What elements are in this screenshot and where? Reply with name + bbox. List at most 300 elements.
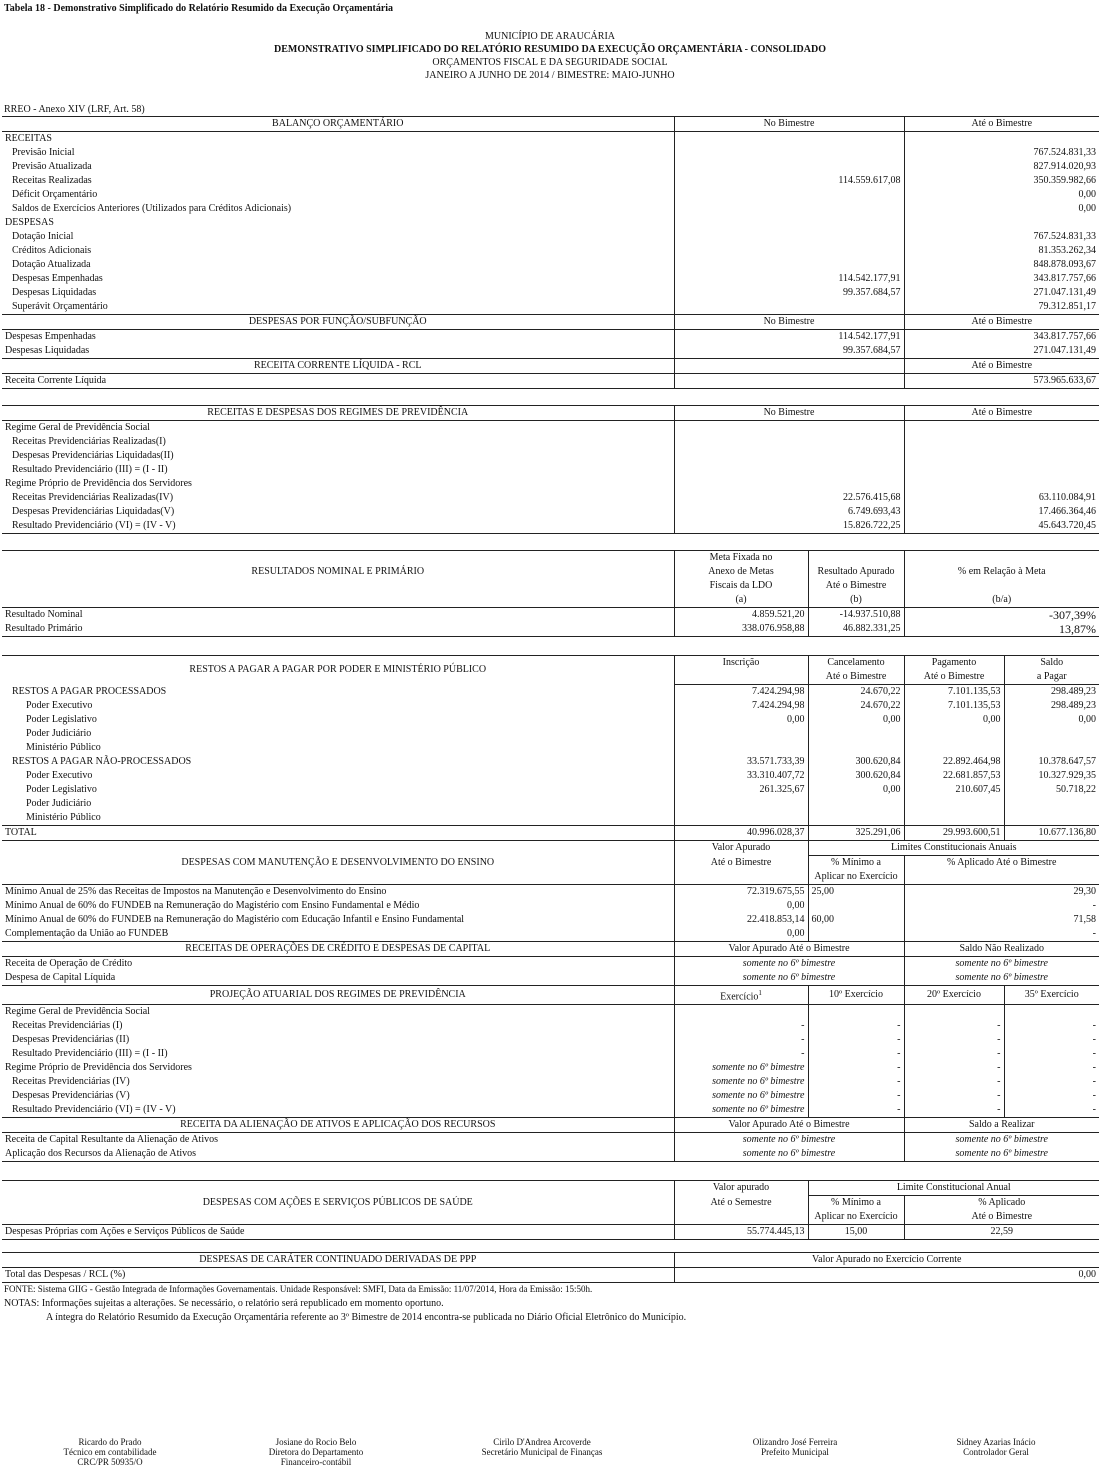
table-row bbox=[2, 797, 1099, 811]
meta-header-2: Anexo de Metas bbox=[674, 565, 808, 579]
signature-name: Ricardo do Prado bbox=[78, 1437, 142, 1447]
row-label: Receitas Previdenciárias Realizadas(IV) bbox=[12, 492, 174, 503]
table-row bbox=[2, 1089, 1099, 1103]
saude-limite-header: Limite Constitucional Anual bbox=[808, 1181, 1099, 1196]
value-inscricao: 7.424.294,98 bbox=[674, 699, 808, 713]
projecao-col-35: 35º Exercício bbox=[1004, 986, 1099, 1005]
value-apurado: somente no 6º bimestre bbox=[674, 971, 904, 986]
value-pagamento bbox=[904, 797, 1004, 811]
credito-col-2: Saldo Não Realizado bbox=[904, 942, 1099, 957]
table-row bbox=[2, 856, 1099, 871]
table-row bbox=[2, 230, 1099, 244]
rcl-header: RECEITA CORRENTE LÍQUIDA - RCL bbox=[2, 359, 674, 374]
value-20: - bbox=[904, 1033, 1004, 1047]
value-no-bimestre: 15.826.722,25 bbox=[674, 519, 904, 534]
value-saldo: somente no 6º bimestre bbox=[904, 1147, 1099, 1162]
rcl-empty-cell bbox=[674, 374, 904, 389]
value-no-bimestre bbox=[674, 216, 904, 230]
row-label: Poder Executivo bbox=[26, 700, 93, 711]
value-ate-bimestre: 343.817.757,66 bbox=[904, 272, 1099, 286]
signature-role: Prefeito Municipal bbox=[761, 1447, 829, 1457]
table-row bbox=[2, 769, 1099, 783]
value-no-bimestre: 6.749.693,43 bbox=[674, 505, 904, 519]
value-no-bimestre: 114.559.617,08 bbox=[674, 174, 904, 188]
value-exercicio: somente no 6º bimestre bbox=[674, 1075, 808, 1089]
signature-name: Olizandro José Ferreira bbox=[752, 1437, 838, 1447]
ppp-header: DESPESAS DE CARÁTER CONTINUADO DERIVADAS DE PPP bbox=[2, 1253, 674, 1268]
value-35: - bbox=[1004, 1061, 1099, 1075]
value-cancelamento: 24.670,22 bbox=[808, 685, 904, 700]
row-label: Despesas Previdenciárias Liquidadas(V) bbox=[12, 506, 175, 517]
row-label: Mínimo Anual de 25% das Receitas de Impostos na Manutenção e Desenvolvimento do Ensino bbox=[5, 886, 387, 897]
row-label: Mínimo Anual de 60% do FUNDEB na Remuneração do Magistério com Ensino Fundamental e Médio bbox=[5, 900, 420, 911]
value-exercicio: - bbox=[674, 1047, 808, 1061]
signature-role: Secretário Municipal de Finanças bbox=[481, 1447, 603, 1457]
table-row bbox=[2, 713, 1099, 727]
value-no-bimestre bbox=[674, 477, 904, 491]
ensino-min-header-1: % Mínimo a bbox=[808, 856, 904, 871]
value-35: - bbox=[1004, 1019, 1099, 1033]
table-row bbox=[2, 359, 1099, 374]
value-exercicio: - bbox=[674, 1033, 808, 1047]
res-header-2: Até o Bimestre bbox=[808, 579, 904, 593]
table-row bbox=[2, 160, 1099, 174]
value-pagamento: 7.101.135,53 bbox=[904, 699, 1004, 713]
row-label: Regime Próprio de Previdência dos Servidores bbox=[5, 478, 192, 489]
value-saldo bbox=[1004, 811, 1099, 826]
value-20: - bbox=[904, 1061, 1004, 1075]
signature-name: Sidney Azarias Inácio bbox=[956, 1437, 1036, 1447]
value-ate-bimestre: 827.914.020,93 bbox=[904, 160, 1099, 174]
row-label: Resultado Nominal bbox=[5, 609, 83, 620]
value-exercicio: - bbox=[674, 1019, 808, 1033]
value-20: - bbox=[904, 1047, 1004, 1061]
row-label: Saldos de Exercícios Anteriores (Utilizados para Créditos Adicionais) bbox=[12, 203, 292, 214]
table-row bbox=[2, 699, 1099, 713]
value-resultado: 46.882.331,25 bbox=[808, 622, 904, 637]
value-apurado: 0,00 bbox=[674, 927, 808, 942]
saude-row-apl: 22,59 bbox=[904, 1225, 1099, 1240]
value-no-bimestre bbox=[674, 300, 904, 315]
previdencia-header: RECEITAS E DESPESAS DOS REGIMES DE PREVIDÊNCIA bbox=[2, 406, 674, 421]
signature-role-2: CRC/PR 50935/O bbox=[77, 1457, 143, 1467]
table-row bbox=[2, 957, 1099, 972]
row-label: Despesa de Capital Líquida bbox=[2, 971, 674, 986]
row-label: Créditos Adicionais bbox=[12, 245, 92, 256]
report-subtitle: ORÇAMENTOS FISCAL E DA SEGURIDADE SOCIAL bbox=[432, 57, 668, 68]
table-row bbox=[2, 174, 1099, 188]
value-apurado: somente no 6º bimestre bbox=[674, 1133, 904, 1148]
table-row bbox=[2, 841, 1099, 856]
value-20 bbox=[904, 1005, 1004, 1020]
table-row bbox=[2, 244, 1099, 258]
projecao-col-exercicio-note: 1 bbox=[758, 989, 762, 997]
value-exercicio bbox=[674, 1005, 808, 1020]
col-ate-bimestre: Até o Bimestre bbox=[904, 406, 1099, 421]
value-no-bimestre bbox=[674, 244, 904, 258]
saude-apl-header-2: Até o Bimestre bbox=[904, 1210, 1099, 1225]
value-no-bimestre bbox=[674, 258, 904, 272]
table-row bbox=[2, 913, 1099, 927]
value-cancelamento: 0,00 bbox=[808, 713, 904, 727]
signature-name: Josiane do Rocio Belo bbox=[275, 1437, 357, 1447]
value-no-bimestre bbox=[674, 230, 904, 244]
value-resultado: -14.937.510,88 bbox=[808, 608, 904, 623]
table-row bbox=[2, 1133, 1099, 1148]
ensino-apl-header: % Aplicado Até o Bimestre bbox=[904, 856, 1099, 871]
signature-block bbox=[896, 1437, 1096, 1457]
row-label: Despesas Empenhadas bbox=[5, 331, 96, 342]
value-apurado: somente no 6º bimestre bbox=[674, 1147, 904, 1162]
value-35: - bbox=[1004, 1089, 1099, 1103]
table-row bbox=[2, 330, 1099, 345]
saude-header: DESPESAS COM AÇÕES E SERVIÇOS PÚBLICOS DE SAÚDE bbox=[202, 1196, 473, 1208]
col-inscricao: Inscrição bbox=[674, 656, 808, 671]
row-label: Déficit Orçamentário bbox=[12, 189, 98, 200]
value-pagamento: 22.681.857,53 bbox=[904, 769, 1004, 783]
table-row bbox=[2, 811, 1099, 826]
value-saldo bbox=[1004, 741, 1099, 755]
signature-block bbox=[216, 1437, 416, 1467]
row-label: Receitas Previdenciárias (IV) bbox=[12, 1076, 130, 1088]
alienacao-header: RECEITA DA ALIENAÇÃO DE ATIVOS E APLICAÇÃO DOS RECURSOS bbox=[2, 1118, 674, 1133]
ensino-blank bbox=[674, 870, 808, 885]
value-exercicio: somente no 6º bimestre bbox=[674, 1089, 808, 1103]
saude-min-header-2: Aplicar no Exercício bbox=[808, 1210, 904, 1225]
ppp-row-value: 0,00 bbox=[674, 1268, 1099, 1283]
value-apurado: 22.418.853,14 bbox=[674, 913, 808, 927]
value-inscricao: 33.571.733,39 bbox=[674, 755, 808, 769]
value-no-bimestre bbox=[674, 188, 904, 202]
row-label: Receita de Operação de Crédito bbox=[5, 958, 133, 969]
row-label: Poder Judiciário bbox=[26, 728, 92, 739]
value-ate-bimestre: 271.047.131,49 bbox=[904, 286, 1099, 300]
row-label: Previsão Atualizada bbox=[12, 161, 92, 172]
credito-col-1: Valor Apurado Até o Bimestre bbox=[674, 942, 904, 957]
value-aplicado: 29,30 bbox=[904, 885, 1099, 900]
saude-apl-header-1: % Aplicado bbox=[904, 1196, 1099, 1211]
row-label: Despesas Liquidadas bbox=[2, 344, 674, 359]
table-row bbox=[2, 435, 1099, 449]
value-saldo: 50.718,22 bbox=[1004, 783, 1099, 797]
notes-2: A íntegra do Relatório Resumido da Execução Orçamentária referente ao 3º Bimestre de 2014 encontra-se publicada no Diário Oficial Eletrônico do Município. bbox=[46, 1312, 687, 1323]
projecao-col-exercicio-label: Exercício bbox=[720, 991, 759, 1003]
value-pagamento: 210.607,45 bbox=[904, 783, 1004, 797]
table-row bbox=[2, 188, 1099, 202]
value-ate-bimestre bbox=[904, 132, 1099, 147]
total-saldo: 10.677.136,80 bbox=[1004, 826, 1099, 841]
value-saldo: 298.489,23 bbox=[1004, 699, 1099, 713]
resultados-table bbox=[2, 550, 1099, 637]
table-row bbox=[2, 344, 1099, 359]
value-meta: 4.859.521,20 bbox=[674, 608, 808, 623]
projecao-header: PROJEÇÃO ATUARIAL DOS REGIMES DE PREVIDÊNCIA bbox=[2, 986, 674, 1005]
row-label: Regime Próprio de Previdência dos Servidores bbox=[5, 1062, 192, 1074]
row-label: Despesas Empenhadas bbox=[12, 273, 103, 284]
table-row bbox=[2, 202, 1099, 216]
value-exercicio: somente no 6º bimestre bbox=[674, 1061, 808, 1075]
table-row bbox=[2, 300, 1099, 315]
saude-min-header-1: % Mínimo a bbox=[808, 1196, 904, 1211]
row-label: Regime Geral de Previdência Social bbox=[5, 1006, 150, 1018]
report-period: JANEIRO A JUNHO DE 2014 / BIMESTRE: MAIO-JUNHO bbox=[425, 70, 675, 81]
value-saldo: somente no 6º bimestre bbox=[904, 971, 1099, 986]
row-label: Resultado Primário bbox=[2, 622, 674, 637]
value-saldo: 0,00 bbox=[1004, 713, 1099, 727]
ensino-valor-header-1: Valor Apurado bbox=[674, 841, 808, 856]
col-cancelamento: Cancelamento bbox=[808, 656, 904, 671]
value-ate-bimestre: 17.466.364,46 bbox=[904, 505, 1099, 519]
col-ate-bimestre: Até o Bimestre bbox=[904, 359, 1099, 374]
value-35 bbox=[1004, 1005, 1099, 1020]
value-aplicado: - bbox=[904, 899, 1099, 913]
value-no-bimestre: 22.576.415,68 bbox=[674, 491, 904, 505]
value-inscricao: 0,00 bbox=[674, 713, 808, 727]
value-pagamento: 7.101.135,53 bbox=[904, 685, 1004, 700]
col-pagamento-2: Até o Bimestre bbox=[904, 670, 1004, 685]
value-ate-bimestre: 0,00 bbox=[904, 202, 1099, 216]
signature-role-2: Financeiro-contábil bbox=[280, 1457, 352, 1467]
signature-block bbox=[695, 1437, 895, 1457]
ensino-header: DESPESAS COM MANUTENÇÃO E DESENVOLVIMENTO DO ENSINO bbox=[181, 856, 495, 868]
table-row bbox=[2, 519, 1099, 534]
total-label: TOTAL bbox=[2, 826, 674, 841]
table-row bbox=[2, 870, 1099, 885]
col-cancelamento-2: Até o Bimestre bbox=[808, 670, 904, 685]
value-cancelamento bbox=[808, 727, 904, 741]
value-no-bimestre bbox=[674, 421, 904, 436]
col-no-bimestre: No Bimestre bbox=[674, 315, 904, 330]
value-percent: 13,87% bbox=[904, 622, 1099, 637]
balanco-table bbox=[2, 116, 1099, 389]
meta-header-3: Fiscais da LDO bbox=[674, 579, 808, 593]
table-row bbox=[2, 374, 1099, 389]
value-no-bimestre: 99.357.684,57 bbox=[674, 344, 904, 359]
value-no-bimestre: 114.542.177,91 bbox=[674, 272, 904, 286]
row-label: Receitas Previdenciárias Realizadas(I) bbox=[12, 436, 166, 447]
annex-reference: RREO - Anexo XIV (LRF, Art. 58) bbox=[4, 104, 145, 115]
value-10: - bbox=[808, 1047, 904, 1061]
row-label: RESTOS A PAGAR PROCESSADOS bbox=[12, 685, 167, 697]
value-pagamento: 0,00 bbox=[904, 713, 1004, 727]
value-no-bimestre bbox=[674, 160, 904, 174]
value-inscricao bbox=[674, 811, 808, 826]
row-label: DESPESAS bbox=[5, 217, 54, 228]
value-35: - bbox=[1004, 1075, 1099, 1089]
value-10: - bbox=[808, 1089, 904, 1103]
value-no-bimestre bbox=[674, 449, 904, 463]
value-cancelamento bbox=[808, 797, 904, 811]
value-10: - bbox=[808, 1019, 904, 1033]
value-35: - bbox=[1004, 1103, 1099, 1118]
row-label: Dotação Atualizada bbox=[12, 259, 91, 270]
table-row bbox=[2, 258, 1099, 272]
row-label: Resultado Previdenciário (III) = (I - II) bbox=[12, 1048, 168, 1060]
table-row bbox=[2, 477, 1099, 491]
table-row bbox=[2, 1019, 1099, 1033]
ensino-blank bbox=[904, 870, 1099, 885]
table-row bbox=[2, 449, 1099, 463]
row-label: Ministério Público bbox=[26, 742, 101, 753]
meta-header-4: (a) bbox=[674, 593, 808, 608]
value-meta: 338.076.958,88 bbox=[674, 622, 808, 637]
restos-header: RESTOS A PAGAR A PAGAR POR PODER E MINISTÉRIO PÚBLICO bbox=[2, 656, 674, 685]
table-row bbox=[2, 132, 1099, 147]
table-row bbox=[2, 272, 1099, 286]
row-label: Receitas Realizadas bbox=[12, 175, 92, 186]
row-label: Receita de Capital Resultante da Alienação de Ativos bbox=[5, 1134, 218, 1146]
table-row bbox=[2, 216, 1099, 230]
row-label: Despesas Liquidadas bbox=[12, 287, 97, 298]
table-row bbox=[2, 463, 1099, 477]
alienacao-col-2: Saldo a Realizar bbox=[904, 1118, 1099, 1133]
value-saldo bbox=[1004, 727, 1099, 741]
value-minimo bbox=[808, 927, 904, 942]
saude-valor-header-2: Até o Semestre bbox=[674, 1196, 808, 1211]
value-minimo: 60,00 bbox=[808, 913, 904, 927]
signature-role: Técnico em contabilidade bbox=[63, 1447, 157, 1457]
signature-role: Controlador Geral bbox=[963, 1447, 1029, 1457]
value-ate-bimestre: 63.110.084,91 bbox=[904, 491, 1099, 505]
value-inscricao: 33.310.407,72 bbox=[674, 769, 808, 783]
res-header-3: (b) bbox=[808, 593, 904, 608]
value-ate-bimestre bbox=[904, 435, 1099, 449]
value-10: - bbox=[808, 1103, 904, 1118]
table-row bbox=[2, 927, 1099, 942]
value-35: - bbox=[1004, 1033, 1099, 1047]
value-pagamento: 22.892.464,98 bbox=[904, 755, 1004, 769]
value-ate-bimestre bbox=[904, 449, 1099, 463]
total-cancelamento: 325.291,06 bbox=[808, 826, 904, 841]
table-row bbox=[2, 286, 1099, 300]
row-label: Superávit Orçamentário bbox=[2, 300, 674, 315]
value-ate-bimestre: 0,00 bbox=[904, 188, 1099, 202]
col-pagamento: Pagamento bbox=[904, 656, 1004, 671]
table-row bbox=[2, 971, 1099, 986]
value-20: - bbox=[904, 1103, 1004, 1118]
row-label: Despesas Previdenciárias (V) bbox=[12, 1090, 130, 1102]
value-ate-bimestre: 45.643.720,45 bbox=[904, 519, 1099, 534]
signature-role: Diretora do Departamento bbox=[268, 1447, 364, 1457]
saude-row-min: 15,00 bbox=[808, 1225, 904, 1240]
res-header-1: Resultado Apurado bbox=[808, 565, 904, 579]
row-label: RESTOS A PAGAR NÃO-PROCESSADOS bbox=[12, 756, 192, 767]
ensino-min-header-2: Aplicar no Exercício bbox=[808, 870, 904, 885]
table-row bbox=[2, 1103, 1099, 1118]
row-label: Aplicação dos Recursos da Alienação de Ativos bbox=[2, 1147, 674, 1162]
value-no-bimestre bbox=[674, 146, 904, 160]
value-no-bimestre: 114.542.177,91 bbox=[674, 330, 904, 345]
table-row bbox=[2, 727, 1099, 741]
value-no-bimestre bbox=[674, 132, 904, 147]
balanco-header: BALANÇO ORÇAMENTÁRIO bbox=[2, 117, 674, 132]
table-row bbox=[2, 826, 1099, 841]
col-no-bimestre: No Bimestre bbox=[674, 117, 904, 132]
value-inscricao bbox=[674, 727, 808, 741]
ppp-col-header: Valor Apurado no Exercício Corrente bbox=[674, 1253, 1099, 1268]
meta-header-1: Meta Fixada no bbox=[674, 551, 808, 566]
value-ate-bimestre: 271.047.131,49 bbox=[904, 344, 1099, 359]
table-row bbox=[2, 885, 1099, 900]
col-saldo-2: a Pagar bbox=[1004, 670, 1099, 685]
row-label: Poder Judiciário bbox=[26, 798, 92, 809]
value-saldo bbox=[1004, 797, 1099, 811]
value-20: - bbox=[904, 1019, 1004, 1033]
col-saldo: Saldo bbox=[1004, 656, 1099, 671]
value-ate-bimestre: 79.312.851,17 bbox=[904, 300, 1099, 315]
value-exercicio: somente no 6º bimestre bbox=[674, 1103, 808, 1118]
row-label: Resultado Previdenciário (VI) = (IV - V) bbox=[2, 1103, 674, 1118]
value-apurado: 0,00 bbox=[674, 899, 808, 913]
ensino-valor-header-2: Até o Bimestre bbox=[674, 856, 808, 871]
row-label: Regime Geral de Previdência Social bbox=[5, 422, 150, 433]
ensino-blank bbox=[2, 841, 674, 856]
projecao-col-20: 20º Exercício bbox=[904, 986, 1004, 1005]
table-row bbox=[2, 685, 1099, 700]
value-cancelamento: 300.620,84 bbox=[808, 769, 904, 783]
value-ate-bimestre: 767.524.831,33 bbox=[904, 230, 1099, 244]
table-row bbox=[2, 146, 1099, 160]
table-row bbox=[2, 421, 1099, 436]
table-row bbox=[2, 1033, 1099, 1047]
value-cancelamento: 300.620,84 bbox=[808, 755, 904, 769]
row-label: Poder Legislativo bbox=[26, 784, 97, 795]
row-label: RECEITAS bbox=[5, 133, 52, 144]
row-label: Dotação Inicial bbox=[12, 231, 74, 242]
value-apurado: 72.319.675,55 bbox=[674, 885, 808, 900]
value-inscricao: 261.325,67 bbox=[674, 783, 808, 797]
rcl-value: 573.965.633,67 bbox=[904, 374, 1099, 389]
table-row bbox=[2, 755, 1099, 769]
value-cancelamento bbox=[808, 811, 904, 826]
projecao-col-10: 10º Exercício bbox=[808, 986, 904, 1005]
col-ate-bimestre: Até o Bimestre bbox=[904, 315, 1099, 330]
table-row bbox=[2, 1061, 1099, 1075]
value-pagamento bbox=[904, 811, 1004, 826]
value-saldo: 10.378.647,57 bbox=[1004, 755, 1099, 769]
value-20: - bbox=[904, 1075, 1004, 1089]
saude-table bbox=[2, 1180, 1099, 1240]
value-no-bimestre: 99.357.684,57 bbox=[674, 286, 904, 300]
value-saldo: somente no 6º bimestre bbox=[904, 1133, 1099, 1148]
value-10: - bbox=[808, 1033, 904, 1047]
saude-row-label: Despesas Próprias com Ações e Serviços Públicos de Saúde bbox=[2, 1225, 674, 1240]
notes: NOTAS: Informações sujeitas a alterações. Se necessário, o relatório será republicado em momento oportuno. bbox=[4, 1298, 444, 1309]
value-10: - bbox=[808, 1075, 904, 1089]
value-ate-bimestre: 350.359.982,66 bbox=[904, 174, 1099, 188]
value-ate-bimestre: 81.353.262,34 bbox=[904, 244, 1099, 258]
table-row bbox=[2, 1047, 1099, 1061]
value-pagamento bbox=[904, 741, 1004, 755]
restos-table bbox=[2, 655, 1099, 1162]
table-row bbox=[2, 622, 1099, 637]
funcao-header: DESPESAS POR FUNÇÃO/SUBFUNÇÃO bbox=[2, 315, 674, 330]
municipality-name: MUNICÍPIO DE ARAUCÁRIA bbox=[484, 31, 615, 42]
value-aplicado: - bbox=[904, 927, 1099, 942]
row-label: Ministério Público bbox=[26, 812, 101, 823]
report-title: DEMONSTRATIVO SIMPLIFICADO DO RELATÓRIO RESUMIDO DA EXECUÇÃO ORÇAMENTÁRIA - CONSOLIDADO bbox=[274, 44, 826, 55]
value-inscricao: 7.424.294,98 bbox=[674, 685, 808, 700]
pct-header-1: % em Relação à Meta bbox=[904, 565, 1099, 579]
value-cancelamento: 24.670,22 bbox=[808, 699, 904, 713]
value-no-bimestre bbox=[674, 202, 904, 216]
value-ate-bimestre bbox=[904, 477, 1099, 491]
value-inscricao bbox=[674, 741, 808, 755]
value-saldo: somente no 6º bimestre bbox=[904, 957, 1099, 972]
table-row bbox=[2, 1005, 1099, 1020]
signature-name: Cirilo D'Andrea Arcoverde bbox=[493, 1437, 591, 1447]
row-label: Resultado Previdenciário (VI) = (IV - V) bbox=[2, 519, 674, 534]
